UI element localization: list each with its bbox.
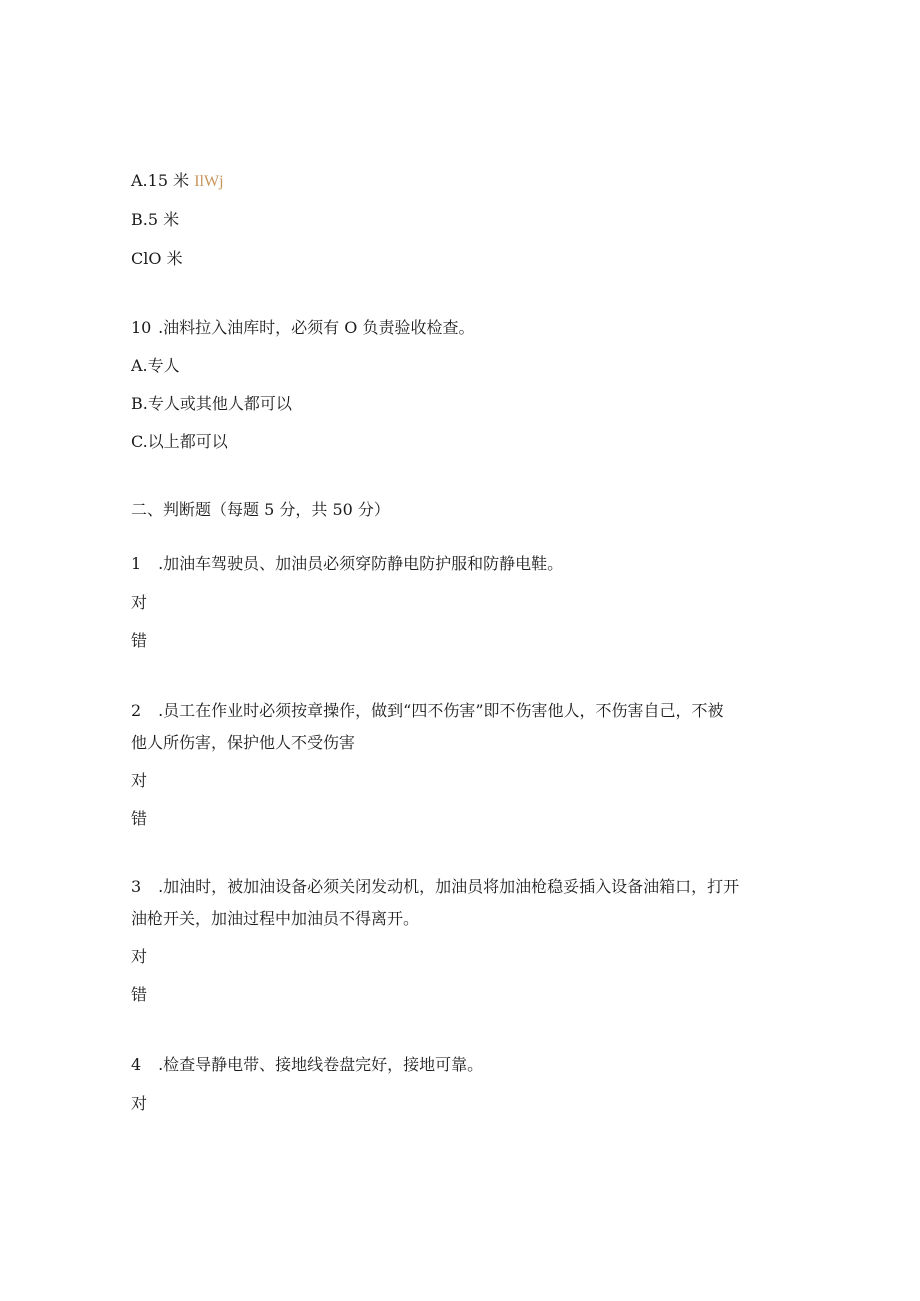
judgment-1-text: .加油车驾驶员、加油员必须穿防静电防护服和防静电鞋。: [158, 554, 564, 573]
q9-option-c: ClO 米: [131, 249, 183, 268]
judgment-2-false: 错: [131, 809, 148, 828]
judgment-1-false: 错: [131, 631, 148, 650]
q9-option-a-text: A.15 米: [131, 171, 190, 190]
q10-text: .油料拉入油库时，必须有 O 负责验收检查。: [158, 318, 475, 337]
q9-option-a-note: IlWj: [194, 173, 224, 190]
judgment-3-number: 3: [131, 877, 142, 896]
judgment-1-true: 对: [131, 593, 148, 612]
judgment-2-question: [131, 701, 724, 721]
q10-option-a: A.专人: [131, 356, 180, 375]
judgment-4-true: 对: [131, 1094, 148, 1113]
section-heading-judgment: 二、判断题（每题 5 分，共 50 分）: [131, 500, 390, 519]
judgment-2-text-line1: .员工在作业时必须按章操作，做到“四不伤害”即不伤害他人，不伤害自己，不被: [158, 701, 724, 720]
q10-option-c: C.以上都可以: [131, 432, 228, 451]
judgment-4-number: 4: [131, 1055, 142, 1074]
judgment-1-question: [131, 554, 563, 574]
judgment-3-true: 对: [131, 947, 148, 966]
judgment-2-true: 对: [131, 771, 148, 790]
q9-option-a: [131, 171, 224, 192]
judgment-4-text: .检查导静电带、接地线卷盘完好，接地可靠。: [158, 1055, 484, 1074]
judgment-1-number: 1: [131, 554, 142, 573]
q10-option-b: B.专人或其他人都可以: [131, 394, 292, 413]
judgment-3-text-line1: .加油时，被加油设备必须关闭发动机，加油员将加油枪稳妥插入设备油箱口，打开: [158, 877, 740, 896]
judgment-2-text-line2: 他人所伤害，保护他人不受伤害: [131, 733, 356, 752]
judgment-3-text-line2: 油枪开关，加油过程中加油员不得离开。: [131, 909, 420, 928]
judgment-4-question: [131, 1055, 483, 1075]
judgment-3-false: 错: [131, 985, 148, 1004]
q9-option-b: B.5 米: [131, 210, 180, 229]
q10-number: 10: [131, 318, 152, 337]
judgment-3-question: [131, 877, 739, 897]
q10-question: [131, 318, 474, 338]
judgment-2-number: 2: [131, 701, 142, 720]
